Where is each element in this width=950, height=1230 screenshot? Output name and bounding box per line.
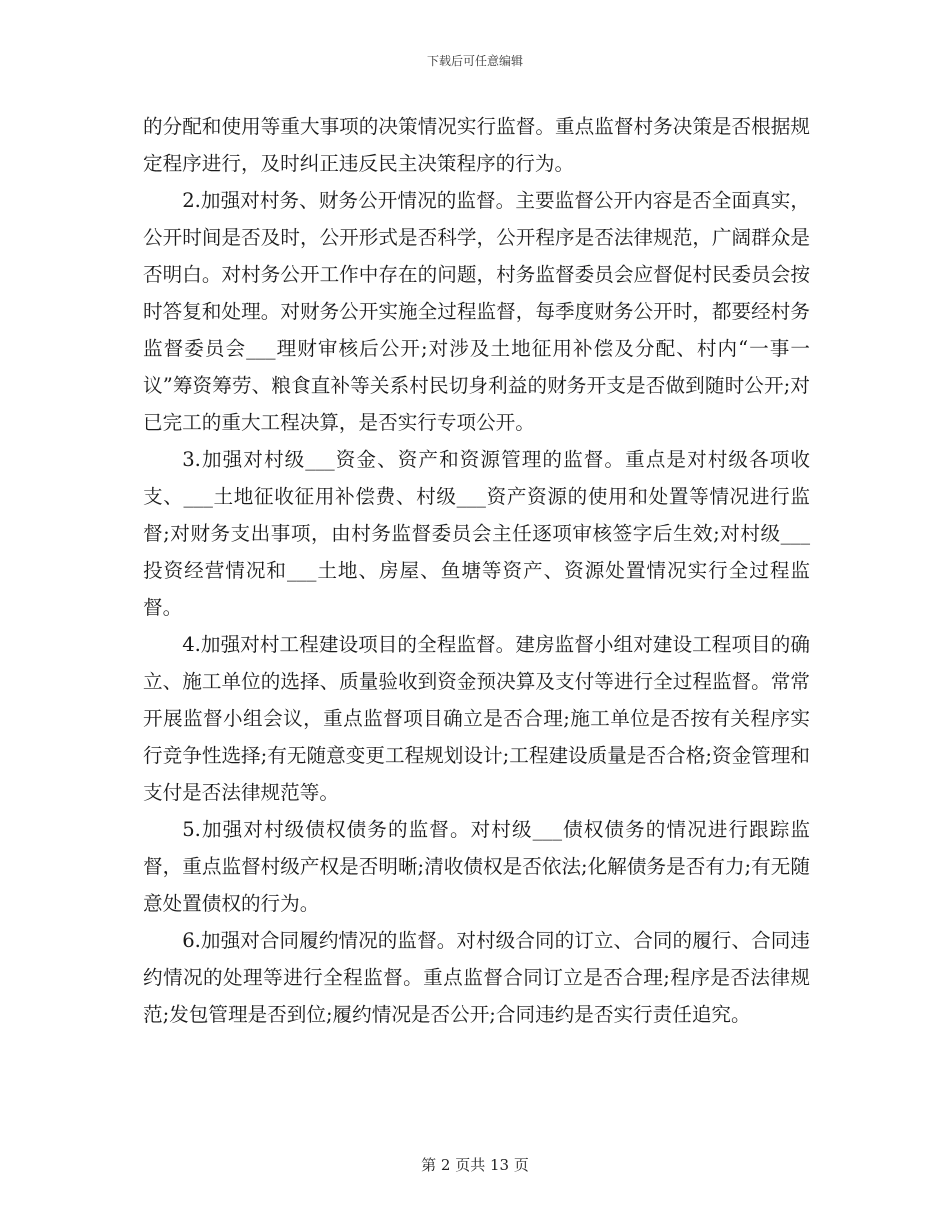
paragraph-item-2: 2.加强对村务、财务公开情况的监督。主要监督公开内容是否全面真实，公开时间是否及时，公开形式是否科学，公开程序是否法律规范，广阔群众是否明白。对村务公开工作中存在的问题，村务监督委员会应督促村民委员会按时答复和处理。对财务公开实施全过程监督，每季度财务公开时，都要经村务监督委员会___理财审核后公开;对涉及土地征用补偿及分配、村内“一事一议”筹资筹劳、粮食直补等关系村民切身利益的财务开支是否做到随时公开;对已完工的重大工程决算，是否实行专项公开。 <box>143 189 810 434</box>
paragraph-continuation: 的分配和使用等重大事项的决策情况实行监督。重点监督村务决策是否根据规定程序进行，及时纠正违反民主决策程序的行为。 <box>143 115 810 175</box>
paragraph-item-3: 3.加强对村级___资金、资产和资源管理的监督。重点是对村级各项收支、___土地征收征用补偿费、村级___资产资源的使用和处置等情况进行监督;对财务支出事项，由村务监督委员会主任逐项审核签字后生效;对村级___投资经营情况和___土地、房屋、鱼塘等资产、资源处置情况实行全过程监督。 <box>143 448 810 619</box>
page-footer: 第 2 页共 13 页 <box>421 1156 529 1174</box>
paragraph-item-6: 6.加强对合同履约情况的监督。对村级合同的订立、合同的履行、合同违约情况的处理等进行全程监督。重点监督合同订立是否合理;程序是否法律规范;发包管理是否到位;履约情况是否公开;合同违约是否实行责任追究。 <box>143 929 810 1026</box>
page-header: 下载后可任意编辑 <box>426 54 523 68</box>
document-body <box>143 108 810 1033</box>
paragraph-item-4: 4.加强对村工程建设项目的全程监督。建房监督小组对建设工程项目的确立、施工单位的选择、质量验收到资金预决算及支付等进行全过程监督。常常开展监督小组会议，重点监督项目确立是否合理;施工单位是否按有关程序实行竞争性选择;有无随意变更工程规划设计;工程建设质量是否合格;资金管理和支付是否法律规范等。 <box>143 633 810 804</box>
paragraph-item-5: 5.加强对村级债权债务的监督。对村级___债权债务的情况进行跟踪监督，重点监督村级产权是否明晰;清收债权是否依法;化解债务是否有力;有无随意处置债权的行为。 <box>143 818 810 915</box>
